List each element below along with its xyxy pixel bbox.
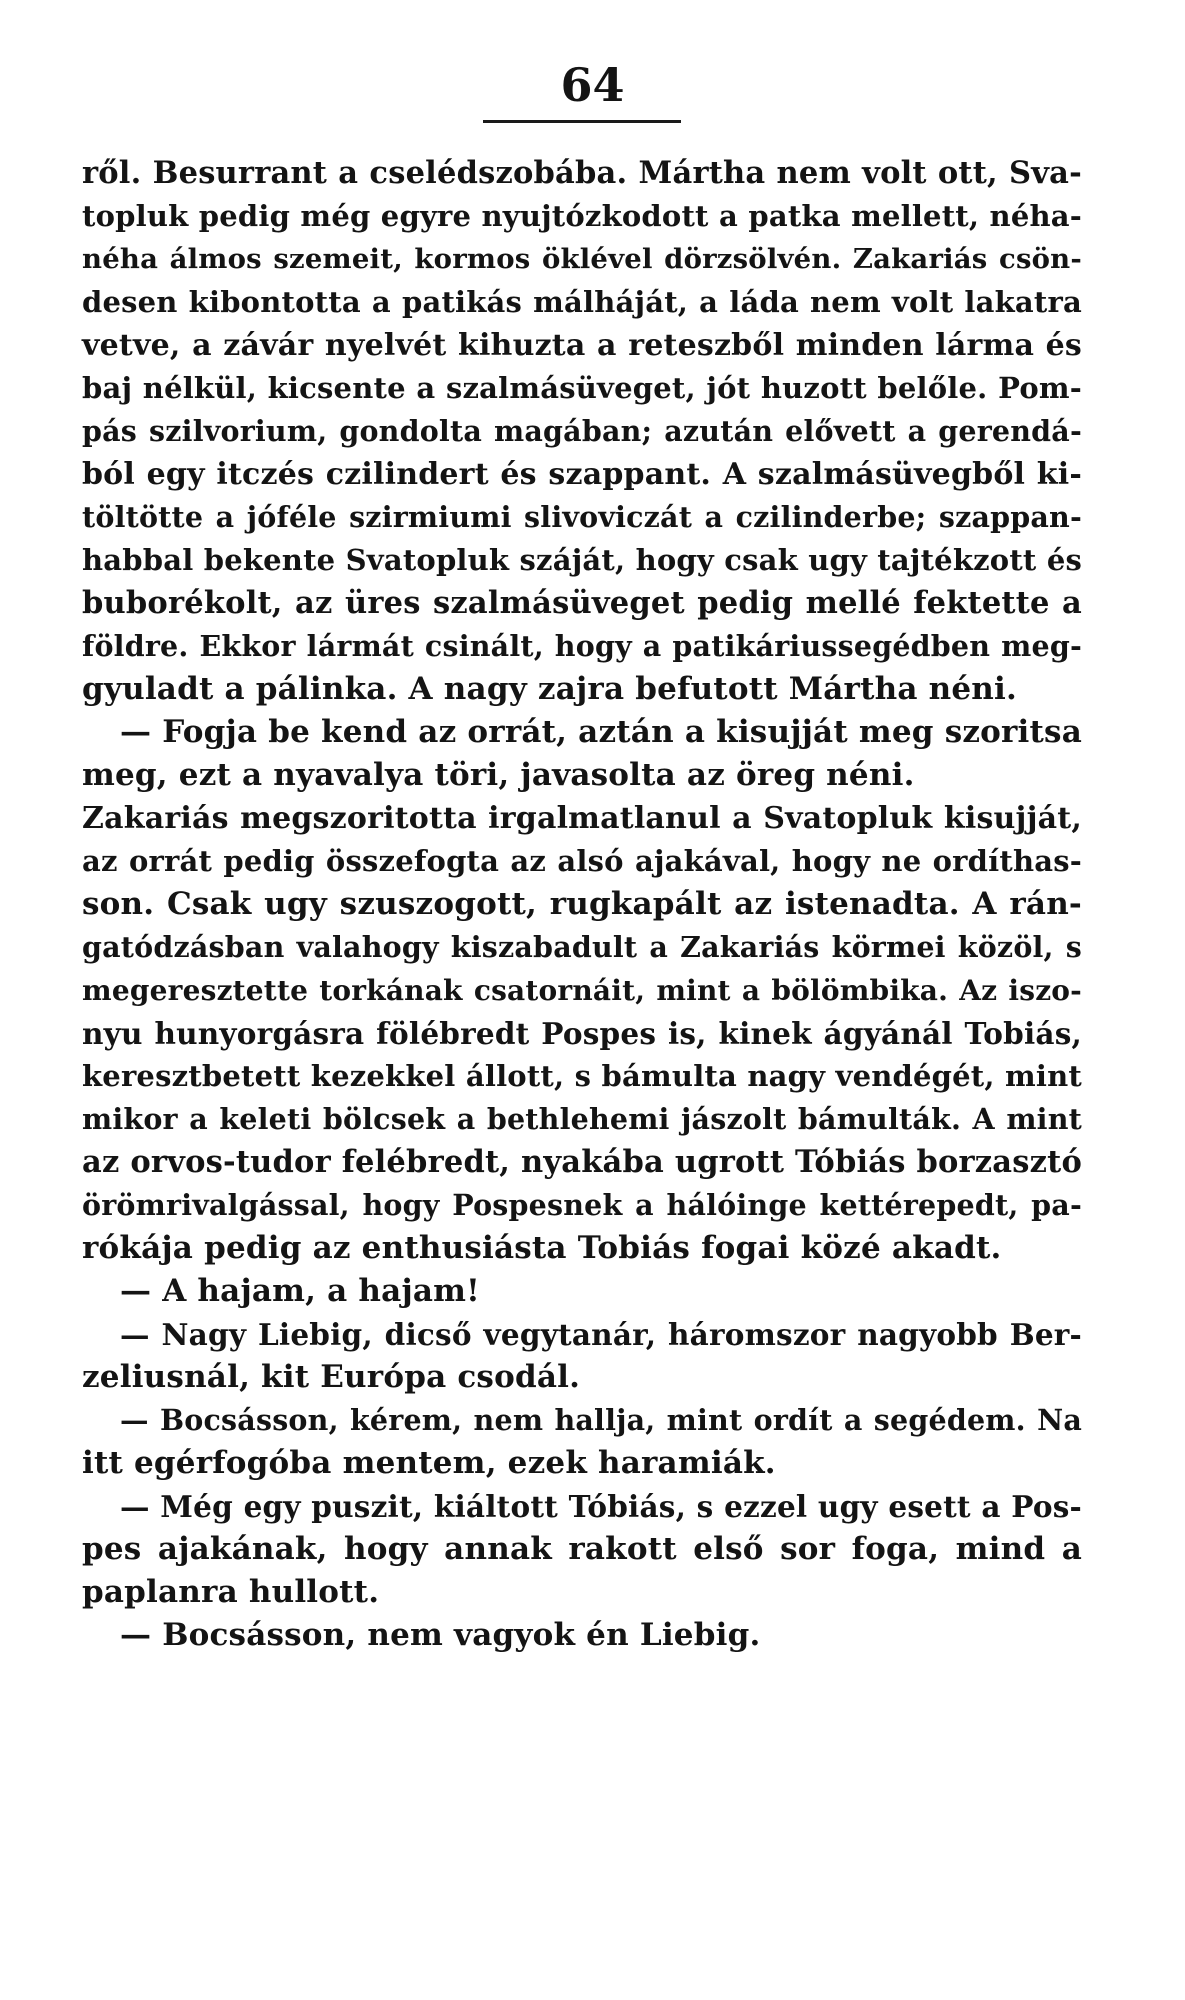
text-line: gyuladt a pálinka. A nagy zajra befutott Mártha néni. (82, 671, 1017, 707)
text-line: — Még egy puszit, kiáltott Tóbiás, s ezzel ugy esett a Pos- (120, 1489, 1082, 1524)
text-line: — Nagy Liebig, dicső vegytanár, háromszor nagyobb Ber- (120, 1317, 1082, 1352)
text-line: ból egy itczés czilindert és szappant. A szalmásüvegből ki- (82, 457, 1082, 492)
text-line: habbal bekente Svatopluk száját, hogy csak ugy tajtékzott és (82, 543, 1082, 577)
text-line: vetve, a závár nyelvét kihuzta a reteszből minden lárma és (82, 328, 1082, 363)
body-text (82, 152, 1082, 1657)
text-line: az orvos-tudor felébredt, nyakába ugrott Tóbiás borzasztó (82, 1144, 1082, 1180)
text-line: az orrát pedig összefogta az alsó ajakával, hogy ne ordíthas- (82, 844, 1082, 878)
text-line: — Bocsásson, nem vagyok én Liebig. (120, 1617, 761, 1653)
page-number: 64 (560, 58, 625, 112)
text-line: paplanra hullott. (82, 1574, 380, 1610)
text-line: néha álmos szemeit, kormos öklével dörzsölvén. Zakariás csön- (82, 243, 1082, 275)
text-line: keresztbetett kezekkel állott, s bámulta nagy vendégét, mint (82, 1059, 1082, 1093)
text-line: megeresztette torkának csatornáit, mint a bölömbika. Az iszo- (82, 974, 1082, 1007)
text-line: nyu hunyorgásra fölébredt Pospes is, kinek ágyánál Tobiás, (82, 1016, 1082, 1051)
text-line: rókája pedig az enthusiásta Tobiás fogai közé akadt. (82, 1230, 1002, 1266)
text-line: son. Csak ugy szuszogott, rugkapált az istenadta. A rán- (82, 886, 1082, 922)
text-line: zeliusnál, kit Európa csodál. (82, 1359, 581, 1395)
text-line: — Bocsásson, kérem, nem hallja, mint ordít a segédem. Na (120, 1403, 1082, 1437)
text-line: Zakariás megszoritotta irgalmatlanul a Svatopluk kisujját, (82, 801, 1082, 836)
text-line: örömrivalgással, hogy Pospesnek a hálóinge kettérepedt, pa- (82, 1188, 1082, 1222)
text-line: topluk pedig még egyre nyujtózkodott a patka mellett, néha- (82, 199, 1082, 233)
text-line: töltötte a jóféle szirmiumi slivoviczát a czilinderbe; szappan- (82, 500, 1082, 534)
text-line: desen kibontotta a patikás málháját, a láda nem volt lakatra (82, 285, 1082, 319)
text-line: — A hajam, a hajam! (120, 1273, 480, 1309)
page-number-rule (483, 120, 681, 123)
text-line: baj nélkül, kicsente a szalmásüveget, jót huzott belőle. Pom- (82, 371, 1082, 405)
text-line: ről. Besurrant a cselédszobába. Mártha nem volt ott, Sva- (82, 155, 1082, 191)
text-line: pes ajakának, hogy annak rakott első sor foga, mind a (82, 1531, 1082, 1567)
text-line: mikor a keleti bölcsek a bethlehemi jászolt bámulták. A mint (82, 1102, 1082, 1136)
text-line: földre. Ekkor lármát csinált, hogy a patikáriussegédben meg- (82, 629, 1082, 663)
text-line: gatódzásban valahogy kiszabadult a Zakariás körmei közöl, s (82, 930, 1082, 964)
text-line: itt egérfogóba mentem, ezek haramiák. (82, 1445, 776, 1481)
text-line: buborékolt, az üres szalmásüveget pedig mellé fektette a (82, 585, 1082, 621)
text-line: meg, ezt a nyavalya töri, javasolta az öreg néni. (82, 757, 915, 793)
text-line: — Fogja be kend az orrát, aztán a kisujját meg szoritsa (120, 714, 1082, 750)
text-line: pás szilvorium, gondolta magában; azután elővett a gerendá- (82, 414, 1082, 448)
